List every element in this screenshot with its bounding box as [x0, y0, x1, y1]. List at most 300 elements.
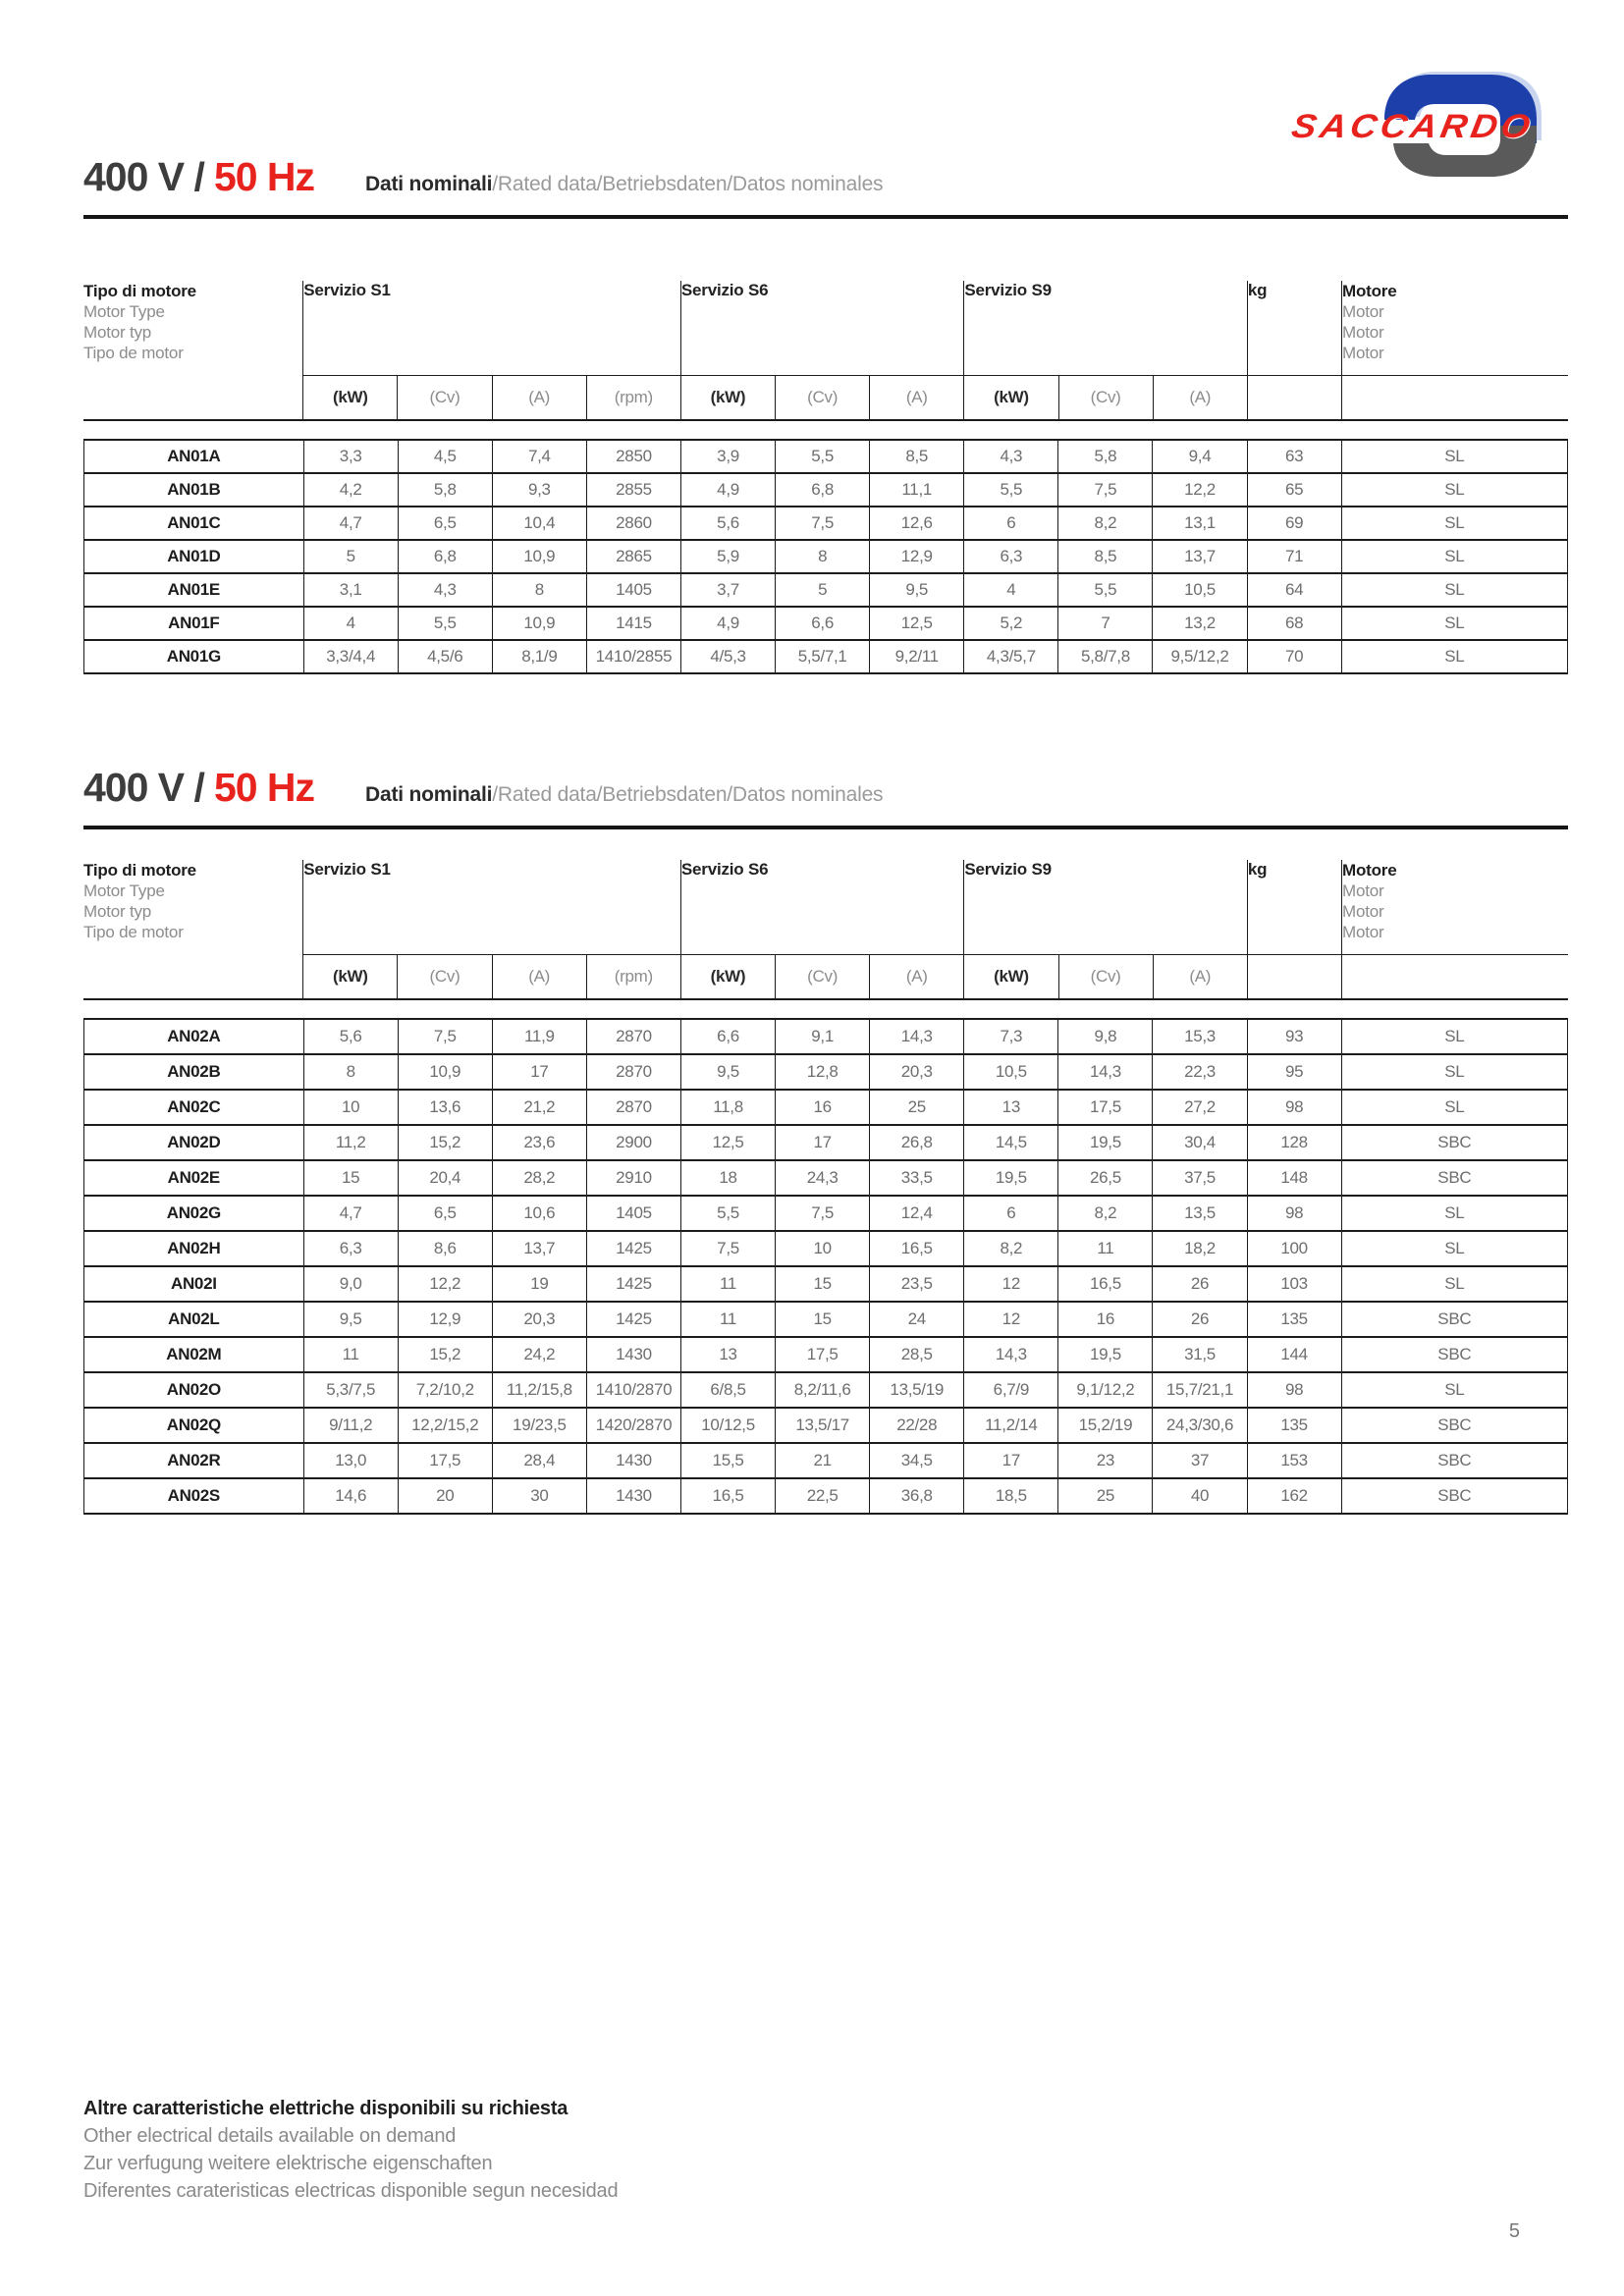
- value-cell: 4: [964, 573, 1058, 607]
- value-cell: 11,1: [870, 473, 964, 507]
- value-cell: 12,2: [1153, 473, 1247, 507]
- value-cell: 13,7: [1153, 540, 1247, 573]
- value-cell: SL: [1341, 1231, 1567, 1266]
- value-cell: 2910: [586, 1160, 680, 1196]
- value-cell: SL: [1341, 1372, 1567, 1408]
- motor-type-cell: AN02G: [84, 1196, 304, 1231]
- value-cell: 2860: [586, 507, 680, 540]
- value-cell: 7,5: [776, 1196, 870, 1231]
- value-cell: 7,5: [681, 1231, 776, 1266]
- value-cell: 10,6: [492, 1196, 586, 1231]
- value-cell: 1430: [586, 1443, 680, 1478]
- value-cell: SL: [1341, 507, 1567, 540]
- value-cell: 15: [776, 1266, 870, 1302]
- unit-s9-a: (A): [1153, 376, 1247, 421]
- value-cell: 19,5: [1058, 1125, 1153, 1160]
- motor-data-table-1: [83, 439, 1568, 674]
- value-cell: 20,3: [870, 1054, 964, 1090]
- unit-kg-empty: [1247, 376, 1341, 421]
- section-subtitle: [365, 173, 883, 196]
- table-row: [84, 1302, 1568, 1337]
- value-cell: 24,3/30,6: [1153, 1408, 1247, 1443]
- value-cell: 6,7/9: [964, 1372, 1058, 1408]
- motor-type-cell: AN02S: [84, 1478, 304, 1514]
- kg-header: kg: [1247, 860, 1341, 955]
- motor-type-cell: AN02E: [84, 1160, 304, 1196]
- group-servizio-s6: Servizio S6: [680, 281, 963, 376]
- value-cell: 9,1: [776, 1019, 870, 1054]
- table-row: [84, 1443, 1568, 1478]
- value-cell: 12,9: [398, 1302, 492, 1337]
- value-cell: 17,5: [398, 1443, 492, 1478]
- value-cell: 21,2: [492, 1090, 586, 1125]
- value-cell: 68: [1247, 607, 1341, 640]
- value-cell: 19/23,5: [492, 1408, 586, 1443]
- value-cell: 10,4: [492, 507, 586, 540]
- value-cell: 18,2: [1153, 1231, 1247, 1266]
- value-cell: 9,5: [303, 1302, 398, 1337]
- value-cell: 18: [681, 1160, 776, 1196]
- value-cell: 9,4: [1153, 440, 1247, 473]
- value-cell: SL: [1341, 1266, 1567, 1302]
- subtitle-translations: /Rated data/Betriebsdaten/Datos nominales: [492, 783, 884, 806]
- value-cell: 12,5: [870, 607, 964, 640]
- value-cell: 26: [1153, 1266, 1247, 1302]
- table-row: [84, 540, 1568, 573]
- value-cell: 11,8: [681, 1090, 776, 1125]
- value-cell: 162: [1247, 1478, 1341, 1514]
- value-cell: 37: [1153, 1443, 1247, 1478]
- value-cell: 11,9: [492, 1019, 586, 1054]
- value-cell: 2855: [586, 473, 680, 507]
- value-cell: SL: [1341, 1019, 1567, 1054]
- value-cell: 153: [1247, 1443, 1341, 1478]
- value-cell: 13,5: [1153, 1196, 1247, 1231]
- value-cell: 20,3: [492, 1302, 586, 1337]
- value-cell: 5,2: [964, 607, 1058, 640]
- value-cell: SL: [1341, 1054, 1567, 1090]
- value-cell: 18,5: [964, 1478, 1058, 1514]
- value-cell: 2865: [586, 540, 680, 573]
- value-cell: 5,9: [681, 540, 776, 573]
- value-cell: 17,5: [776, 1337, 870, 1372]
- motore-header: Motore Motor Motor Motor: [1341, 860, 1568, 955]
- unit-s9-a: (A): [1153, 955, 1247, 1000]
- value-cell: 27,2: [1153, 1090, 1247, 1125]
- table-row: [84, 640, 1568, 673]
- value-cell: 12: [964, 1302, 1058, 1337]
- value-cell: 15,5: [681, 1443, 776, 1478]
- table-header-2: [83, 860, 1568, 1000]
- value-cell: SL: [1341, 573, 1567, 607]
- value-cell: 6,5: [398, 1196, 492, 1231]
- value-cell: SBC: [1341, 1443, 1567, 1478]
- unit-s9-kw: (kW): [964, 376, 1058, 421]
- unit-s1-a: (A): [492, 376, 586, 421]
- value-cell: 7: [1058, 607, 1153, 640]
- motor-type-header: Tipo di motore Motor Type Motor typ Tipo de motor: [83, 860, 303, 999]
- value-cell: 15,2/19: [1058, 1408, 1153, 1443]
- value-cell: 4,7: [303, 1196, 398, 1231]
- value-cell: 12,8: [776, 1054, 870, 1090]
- value-cell: 1425: [586, 1266, 680, 1302]
- value-cell: 5,3/7,5: [303, 1372, 398, 1408]
- value-cell: 1405: [586, 1196, 680, 1231]
- unit-s6-a: (A): [870, 376, 964, 421]
- value-cell: 26,8: [870, 1125, 964, 1160]
- value-cell: SBC: [1341, 1302, 1567, 1337]
- value-cell: 12,6: [870, 507, 964, 540]
- value-cell: 4,3/5,7: [964, 640, 1058, 673]
- value-cell: 23,5: [870, 1266, 964, 1302]
- value-cell: 8,2: [1058, 507, 1153, 540]
- value-cell: 10/12,5: [681, 1408, 776, 1443]
- unit-s6-a: (A): [870, 955, 964, 1000]
- value-cell: 9,0: [303, 1266, 398, 1302]
- value-cell: 8,6: [398, 1231, 492, 1266]
- table-row: [84, 1196, 1568, 1231]
- value-cell: 28,2: [492, 1160, 586, 1196]
- value-cell: 103: [1247, 1266, 1341, 1302]
- value-cell: 65: [1247, 473, 1341, 507]
- value-cell: 22/28: [870, 1408, 964, 1443]
- value-cell: 28,5: [870, 1337, 964, 1372]
- value-cell: 13: [964, 1090, 1058, 1125]
- value-cell: 17: [776, 1125, 870, 1160]
- value-cell: 1425: [586, 1231, 680, 1266]
- table-row: [84, 1019, 1568, 1054]
- value-cell: 4,5: [398, 440, 492, 473]
- motor-type-cell: AN01A: [84, 440, 304, 473]
- value-cell: SBC: [1341, 1337, 1567, 1372]
- table-row: [84, 1090, 1568, 1125]
- value-cell: 9,5: [681, 1054, 776, 1090]
- value-cell: 3,3/4,4: [303, 640, 398, 673]
- value-cell: 12: [964, 1266, 1058, 1302]
- value-cell: 63: [1247, 440, 1341, 473]
- footer-line-de: Zur verfugung weitere elektrische eigenschaften: [83, 2153, 493, 2174]
- section-title: [83, 764, 1568, 815]
- value-cell: 8,5: [1058, 540, 1153, 573]
- value-cell: 12,2: [398, 1266, 492, 1302]
- value-cell: 16,5: [1058, 1266, 1153, 1302]
- value-cell: 5,5: [398, 607, 492, 640]
- value-cell: 6,8: [776, 473, 870, 507]
- value-cell: 5: [776, 573, 870, 607]
- value-cell: SBC: [1341, 1478, 1567, 1514]
- value-cell: 33,5: [870, 1160, 964, 1196]
- motor-type-cell: AN02H: [84, 1231, 304, 1266]
- motor-type-cell: AN02C: [84, 1090, 304, 1125]
- value-cell: 8: [492, 573, 586, 607]
- value-cell: 34,5: [870, 1443, 964, 1478]
- value-cell: 26,5: [1058, 1160, 1153, 1196]
- value-cell: 20: [398, 1478, 492, 1514]
- value-cell: 31,5: [1153, 1337, 1247, 1372]
- section-subtitle: [365, 783, 883, 807]
- value-cell: 128: [1247, 1125, 1341, 1160]
- value-cell: 15,2: [398, 1125, 492, 1160]
- value-cell: SL: [1341, 1090, 1567, 1125]
- value-cell: 6: [964, 1196, 1058, 1231]
- value-cell: SL: [1341, 1196, 1567, 1231]
- value-cell: 15: [776, 1302, 870, 1337]
- value-cell: 144: [1247, 1337, 1341, 1372]
- value-cell: 40: [1153, 1478, 1247, 1514]
- unit-s1-rpm: (rpm): [586, 376, 680, 421]
- value-cell: 5,8: [398, 473, 492, 507]
- value-cell: 9,5/12,2: [1153, 640, 1247, 673]
- frequency-text: 50 Hz: [213, 765, 315, 810]
- kg-header: kg: [1247, 281, 1341, 376]
- value-cell: 4,3: [964, 440, 1058, 473]
- value-cell: 1410/2855: [586, 640, 680, 673]
- motor-type-cell: AN01G: [84, 640, 304, 673]
- value-cell: 17: [964, 1443, 1058, 1478]
- value-cell: 7,4: [492, 440, 586, 473]
- value-cell: SL: [1341, 640, 1567, 673]
- value-cell: 10,9: [492, 540, 586, 573]
- value-cell: 14,3: [870, 1019, 964, 1054]
- value-cell: 8,5: [870, 440, 964, 473]
- unit-s6-kw: (kW): [680, 376, 775, 421]
- unit-s1-kw: (kW): [303, 955, 398, 1000]
- value-cell: 11: [303, 1337, 398, 1372]
- value-cell: 19,5: [964, 1160, 1058, 1196]
- group-servizio-s1: Servizio S1: [303, 860, 681, 955]
- value-cell: 22,5: [776, 1478, 870, 1514]
- motor-type-cell: AN02B: [84, 1054, 304, 1090]
- value-cell: 11,2: [303, 1125, 398, 1160]
- table-row: [84, 1337, 1568, 1372]
- group-servizio-s9: Servizio S9: [964, 860, 1247, 955]
- value-cell: 13: [681, 1337, 776, 1372]
- motor-type-cell: AN01F: [84, 607, 304, 640]
- value-cell: 14,5: [964, 1125, 1058, 1160]
- value-cell: 11: [1058, 1231, 1153, 1266]
- table-row: [84, 1408, 1568, 1443]
- unit-s6-cv: (Cv): [776, 955, 870, 1000]
- unit-s6-kw: (kW): [680, 955, 775, 1000]
- footer-line-it: Altre caratteristiche elettriche disponibili su richiesta: [83, 2098, 568, 2119]
- value-cell: 19,5: [1058, 1337, 1153, 1372]
- value-cell: SBC: [1341, 1160, 1567, 1196]
- motor-type-cell: AN01C: [84, 507, 304, 540]
- value-cell: 19: [492, 1266, 586, 1302]
- value-cell: 5,5: [776, 440, 870, 473]
- motor-type-cell: AN02R: [84, 1443, 304, 1478]
- value-cell: 100: [1247, 1231, 1341, 1266]
- voltage-text: 400 V /: [83, 154, 204, 199]
- value-cell: 2870: [586, 1054, 680, 1090]
- value-cell: 5,6: [303, 1019, 398, 1054]
- value-cell: 1415: [586, 607, 680, 640]
- table-row: [84, 1478, 1568, 1514]
- value-cell: 1405: [586, 573, 680, 607]
- value-cell: SBC: [1341, 1125, 1567, 1160]
- table-row: [84, 1266, 1568, 1302]
- value-cell: 13,0: [303, 1443, 398, 1478]
- unit-s6-cv: (Cv): [776, 376, 870, 421]
- value-cell: SL: [1341, 440, 1567, 473]
- value-cell: 9,3: [492, 473, 586, 507]
- motor-type-label: Tipo di motore: [83, 861, 196, 880]
- value-cell: 36,8: [870, 1478, 964, 1514]
- value-cell: 70: [1247, 640, 1341, 673]
- value-cell: 6: [964, 507, 1058, 540]
- voltage-text: 400 V /: [83, 765, 204, 810]
- value-cell: 135: [1247, 1302, 1341, 1337]
- value-cell: 5,5: [681, 1196, 776, 1231]
- value-cell: 2870: [586, 1019, 680, 1054]
- value-cell: 6,5: [398, 507, 492, 540]
- page-number: 5: [1508, 2220, 1520, 2242]
- value-cell: 25: [870, 1090, 964, 1125]
- table-row: [84, 1231, 1568, 1266]
- value-cell: 22,3: [1153, 1054, 1247, 1090]
- value-cell: 135: [1247, 1408, 1341, 1443]
- table-row: [84, 1054, 1568, 1090]
- unit-s1-cv: (Cv): [398, 955, 492, 1000]
- value-cell: 69: [1247, 507, 1341, 540]
- value-cell: 8: [776, 540, 870, 573]
- value-cell: 12,5: [681, 1125, 776, 1160]
- value-cell: SBC: [1341, 1408, 1567, 1443]
- value-cell: SL: [1341, 607, 1567, 640]
- motor-type-cell: AN01B: [84, 473, 304, 507]
- value-cell: 12,4: [870, 1196, 964, 1231]
- table-row: [84, 507, 1568, 540]
- unit-s1-cv: (Cv): [398, 376, 492, 421]
- value-cell: 2870: [586, 1090, 680, 1125]
- value-cell: 1430: [586, 1478, 680, 1514]
- value-cell: 2900: [586, 1125, 680, 1160]
- value-cell: 5,5: [1058, 573, 1153, 607]
- group-servizio-s1: Servizio S1: [303, 281, 681, 376]
- motor-type-cell: AN01D: [84, 540, 304, 573]
- value-cell: 13,2: [1153, 607, 1247, 640]
- title-rule: [83, 215, 1568, 219]
- value-cell: 10,9: [492, 607, 586, 640]
- table-row: [84, 1160, 1568, 1196]
- value-cell: 24,2: [492, 1337, 586, 1372]
- motore-header: Motore Motor Motor Motor: [1341, 281, 1568, 376]
- unit-s1-rpm: (rpm): [586, 955, 680, 1000]
- value-cell: 10,9: [398, 1054, 492, 1090]
- motor-type-cell: AN02O: [84, 1372, 304, 1408]
- value-cell: 8,2: [964, 1231, 1058, 1266]
- value-cell: SL: [1341, 473, 1567, 507]
- value-cell: 6,6: [776, 607, 870, 640]
- motor-type-cell: AN02A: [84, 1019, 304, 1054]
- value-cell: 28,4: [492, 1443, 586, 1478]
- value-cell: 7,5: [398, 1019, 492, 1054]
- table-header-1: [83, 281, 1568, 421]
- value-cell: 9/11,2: [303, 1408, 398, 1443]
- table-row: [84, 607, 1568, 640]
- table-row: [84, 473, 1568, 507]
- value-cell: 9,8: [1058, 1019, 1153, 1054]
- value-cell: 6,3: [964, 540, 1058, 573]
- value-cell: 14,3: [1058, 1054, 1153, 1090]
- value-cell: 13,5/17: [776, 1408, 870, 1443]
- unit-s1-kw: (kW): [303, 376, 398, 421]
- value-cell: 4,7: [303, 507, 398, 540]
- motor-type-cell: AN02I: [84, 1266, 304, 1302]
- table-row: [84, 1372, 1568, 1408]
- unit-kg-empty: [1247, 955, 1341, 1000]
- value-cell: 1420/2870: [586, 1408, 680, 1443]
- motor-type-label: Tipo di motore: [83, 282, 196, 300]
- title-rule: [83, 826, 1568, 829]
- value-cell: 1430: [586, 1337, 680, 1372]
- footer-line-en: Other electrical details available on demand: [83, 2125, 457, 2147]
- value-cell: 148: [1247, 1160, 1341, 1196]
- motor-type-cell: AN01E: [84, 573, 304, 607]
- value-cell: 11: [681, 1266, 776, 1302]
- motor-type-cell: AN02M: [84, 1337, 304, 1372]
- value-cell: 26: [1153, 1302, 1247, 1337]
- value-cell: 9,2/11: [870, 640, 964, 673]
- value-cell: 64: [1247, 573, 1341, 607]
- unit-motore-empty: [1341, 376, 1568, 421]
- value-cell: 21: [776, 1443, 870, 1478]
- value-cell: 10: [776, 1231, 870, 1266]
- motor-type-cell: AN02Q: [84, 1408, 304, 1443]
- value-cell: 9,1/12,2: [1058, 1372, 1153, 1408]
- table-body-1: [84, 440, 1568, 673]
- value-cell: 30,4: [1153, 1125, 1247, 1160]
- value-cell: 3,7: [681, 573, 776, 607]
- value-cell: 8: [303, 1054, 398, 1090]
- value-cell: 20,4: [398, 1160, 492, 1196]
- subtitle-translations: /Rated data/Betriebsdaten/Datos nominales: [492, 173, 884, 195]
- motor-type-header: Tipo di motore Motor Type Motor typ Tipo de motor: [83, 281, 303, 420]
- value-cell: 30: [492, 1478, 586, 1514]
- value-cell: 10: [303, 1090, 398, 1125]
- value-cell: 4: [303, 607, 398, 640]
- section-title: [83, 153, 1568, 204]
- value-cell: 13,1: [1153, 507, 1247, 540]
- value-cell: 4,2: [303, 473, 398, 507]
- value-cell: 3,9: [681, 440, 776, 473]
- value-cell: 15: [303, 1160, 398, 1196]
- value-cell: 6,3: [303, 1231, 398, 1266]
- value-cell: 11: [681, 1302, 776, 1337]
- value-cell: 15,3: [1153, 1019, 1247, 1054]
- value-cell: 6,6: [681, 1019, 776, 1054]
- value-cell: 6,8: [398, 540, 492, 573]
- value-cell: 3,3: [303, 440, 398, 473]
- table-row: [84, 440, 1568, 473]
- value-cell: 5,6: [681, 507, 776, 540]
- value-cell: 17: [492, 1054, 586, 1090]
- value-cell: 71: [1247, 540, 1341, 573]
- value-cell: 15,2: [398, 1337, 492, 1372]
- value-cell: 8,2/11,6: [776, 1372, 870, 1408]
- group-servizio-s6: Servizio S6: [680, 860, 963, 955]
- value-cell: 13,5/19: [870, 1372, 964, 1408]
- value-cell: 7,5: [1058, 473, 1153, 507]
- table-row: [84, 573, 1568, 607]
- frequency-text: 50 Hz: [213, 154, 315, 199]
- value-cell: 7,3: [964, 1019, 1058, 1054]
- value-cell: 2850: [586, 440, 680, 473]
- value-cell: 15,7/21,1: [1153, 1372, 1247, 1408]
- value-cell: 17,5: [1058, 1090, 1153, 1125]
- section-400v-50hz-2: [83, 764, 1568, 1515]
- value-cell: 37,5: [1153, 1160, 1247, 1196]
